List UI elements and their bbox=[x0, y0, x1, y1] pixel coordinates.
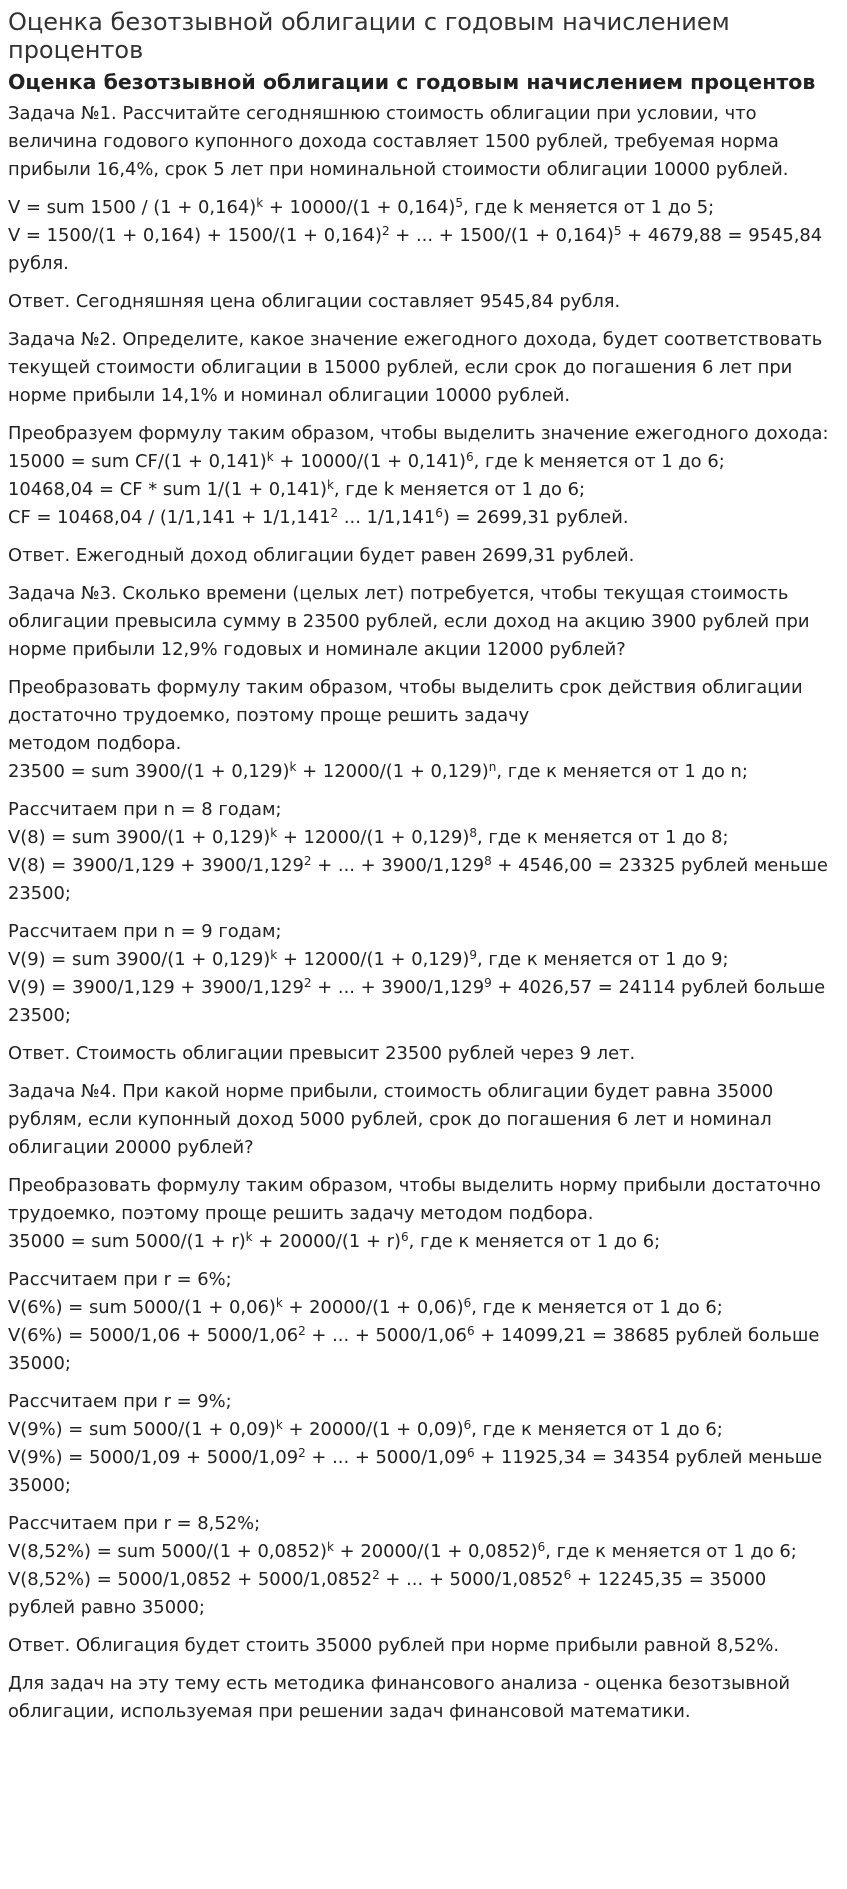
paragraph-line: Задача №1. Рассчитайте сегодняшнюю стоимость облигации при условии, что величина годового купонного дохода составляет 1500 рублей, требуемая норма прибыли 16,4%, срок 5 лет при номинальной стоимости облигации 10000 рублей. bbox=[8, 103, 789, 180]
paragraph bbox=[8, 1040, 839, 1068]
exponent: 2 bbox=[381, 224, 390, 238]
paragraph-line: 15000 = sum $CF/(1 + 0,141)^k + 10000/(1 + 0,141)^6$, где k меняется от 1 до 6; bbox=[8, 450, 725, 472]
exponent: k bbox=[289, 760, 297, 774]
paragraph bbox=[8, 1632, 839, 1660]
paragraph bbox=[8, 1078, 839, 1162]
paragraph-line: V(8) = sum $3900/(1 + 0,129)^k + 12000/(1 + 0,129)^8$, где к меняется от 1 до 8; bbox=[8, 826, 729, 848]
paragraph bbox=[8, 194, 839, 278]
paragraph bbox=[8, 326, 839, 410]
paragraph bbox=[8, 674, 839, 786]
paragraph-line: CF = $10468,04 / (1/1,141 + 1/1,141^2$ ... $1/1,141^6) = 2699,31$ рублей. bbox=[8, 506, 629, 528]
exponent: 9 bbox=[484, 976, 492, 990]
exponent: 6 bbox=[563, 1568, 572, 1582]
paragraph bbox=[8, 1510, 839, 1622]
exponent: k bbox=[245, 1230, 253, 1244]
paragraph-line: V(9) = sum $3900/(1 + 0,129)^k + 12000/(1 + 0,129)^9$, где к меняется от 1 до 9; bbox=[8, 948, 729, 970]
paragraph bbox=[8, 542, 839, 570]
exponent: 6 bbox=[463, 1296, 472, 1310]
exponent: 6 bbox=[463, 1418, 472, 1432]
exponent: 6 bbox=[466, 1324, 475, 1338]
paragraph-line: V(9%) = sum $5000/(1 + 0,09)^k + 20000/(1 + 0,09)^6$, где к меняется от 1 до 6; bbox=[8, 1418, 723, 1440]
article-body bbox=[8, 100, 839, 1726]
article-title: Оценка безотзывной облигации с годовым начислением процентов bbox=[8, 70, 816, 94]
paragraph-line: Рассчитаем при n = 9 годам; bbox=[8, 921, 282, 942]
paragraph bbox=[8, 1388, 839, 1500]
page-title: Оценка безотзывной облигации с годовым начислением процентов bbox=[8, 8, 730, 64]
paragraph bbox=[8, 1670, 839, 1726]
exponent: 8 bbox=[469, 826, 478, 840]
exponent: k bbox=[270, 826, 278, 840]
exponent: 2 bbox=[303, 854, 312, 868]
exponent: 6 bbox=[537, 1540, 546, 1554]
exponent: k bbox=[270, 948, 278, 962]
exponent: 2 bbox=[372, 1568, 380, 1582]
paragraph bbox=[8, 580, 839, 664]
paragraph bbox=[8, 918, 839, 1030]
paragraph-line: Задача №3. Сколько времени (целых лет) потребуется, чтобы текущая стоимость облигации превысила сумму в 23500 рублей, если доход на акцию 3900 рублей при норме прибыли 12,9% годовых и номинале акции 12000 рублей? bbox=[8, 583, 810, 660]
paragraph bbox=[8, 796, 839, 908]
exponent: 6 bbox=[401, 1230, 409, 1244]
paragraph-line: 35000 = sum $5000/(1 + r)^k + 20000/(1 + r)^6$, где к меняется от 1 до 6; bbox=[8, 1230, 661, 1252]
paragraph bbox=[8, 100, 839, 184]
paragraph-line: Ответ. Стоимость облигации превысит 23500 рублей через 9 лет. bbox=[8, 1043, 636, 1064]
paragraph-line: $V(9\%) = 5000/1,09 + 5000/1,09^2$ + ... + $5000/1,09^6 + 11925,34 = 34354$ рублей меньше 35000; bbox=[8, 1446, 823, 1496]
exponent: 6 bbox=[465, 450, 474, 464]
paragraph-line: Задача №4. При какой норме прибыли, стоимость облигации будет равна 35000 рублям, если купонный доход 5000 рублей, срок до погашения 6 лет и номинал облигации 20000 рублей? bbox=[8, 1081, 774, 1158]
paragraph-line: Преобразовать формулу таким образом, чтобы выделить норму прибыли достаточно трудоемко, поэтому проще решить задачу методом подбора. bbox=[8, 1175, 821, 1224]
exponent: k bbox=[275, 1296, 283, 1310]
exponent: 5 bbox=[613, 224, 622, 238]
paragraph-line: Ответ. Облигация будет стоить 35000 рублей при норме прибыли равной 8,52%. bbox=[8, 1635, 780, 1656]
exponent: 2 bbox=[330, 506, 339, 520]
paragraph bbox=[8, 1266, 839, 1378]
paragraph bbox=[8, 420, 839, 532]
paragraph-line: $V = 1500/(1 + 0,164) + 1500/(1 + 0,164)^2$ + ... + $1500/(1 + 0,164)^5 + 4679,88 = 9545,84$ рубля. bbox=[8, 224, 823, 274]
paragraph-line: V(6%) = sum $5000/(1 + 0,06)^k + 20000/(1 + 0,06)^6$, где к меняется от 1 до 6; bbox=[8, 1296, 723, 1318]
exponent: k bbox=[326, 478, 334, 492]
exponent: n bbox=[488, 760, 497, 774]
exponent: k bbox=[256, 196, 264, 210]
paragraph-line: Ответ. Сегодняшняя цена облигации составляет 9545,84 рубля. bbox=[8, 291, 621, 312]
exponent: k bbox=[327, 1540, 334, 1554]
exponent: 2 bbox=[298, 1324, 306, 1338]
paragraph-line: V = sum $1500 / (1 + 0,164)^k + 10000/(1 + 0,164)^5$, где k меняется от 1 до 5; bbox=[8, 196, 715, 218]
paragraph-line: V(8,52%) = sum $5000/(1 + 0,0852)^k + 20000/(1 + 0,0852)^6$, где к меняется от 1 до 6; bbox=[8, 1540, 797, 1562]
paragraph-line: $V(6\%) = 5000/1,06 + 5000/1,06^2$ + ... + $5000/1,06^6 + 14099,21 = 38685$ рублей больше 35000; bbox=[8, 1324, 820, 1374]
paragraph bbox=[8, 288, 839, 316]
paragraph-line: $V(8) = 3900/1,129 + 3900/1,129^2$ + ... + $3900/1,129^8 + 4546,00 = 23325$ рублей меньше 23500; bbox=[8, 854, 828, 904]
paragraph-line: $V(8,52\%) = 5000/1,0852 + 5000/1,0852^2$ + ... + $5000/1,0852^6 + 12245,35 = 35000$ рублей равно 35000; bbox=[8, 1568, 767, 1618]
exponent: 6 bbox=[466, 1446, 475, 1460]
exponent: 9 bbox=[469, 948, 478, 962]
exponent: 8 bbox=[484, 854, 492, 868]
paragraph-line: методом подбора. bbox=[8, 733, 182, 754]
paragraph-line: Для задач на эту тему есть методика финансового анализа - оценка безотзывной облигации, используемая при решении задач финансовой математики. bbox=[8, 1673, 791, 1722]
exponent: k bbox=[275, 1418, 283, 1432]
exponent: 2 bbox=[298, 1446, 306, 1460]
exponent: k bbox=[266, 450, 274, 464]
paragraph-line: Ответ. Ежегодный доход облигации будет равен 2699,31 рублей. bbox=[8, 545, 635, 566]
paragraph-line: 23500 = sum $3900/(1 + 0,129)^k + 12000/(1 + 0,129)^n$, где к меняется от 1 до n; bbox=[8, 760, 748, 782]
paragraph-line: Рассчитаем при r = 6%; bbox=[8, 1269, 232, 1290]
paragraph-line: Преобразуем формулу таким образом, чтобы выделить значение ежегодного дохода: bbox=[8, 423, 829, 444]
exponent: 2 bbox=[303, 976, 312, 990]
paragraph-line: 10468,04 = CF * sum $1/(1 + 0,141)^k$, где k меняется от 1 до 6; bbox=[8, 478, 586, 500]
paragraph-line: Рассчитаем при n = 8 годам; bbox=[8, 799, 282, 820]
paragraph-line: Рассчитаем при r = 9%; bbox=[8, 1391, 232, 1412]
paragraph bbox=[8, 1172, 839, 1256]
exponent: 6 bbox=[435, 506, 443, 520]
paragraph-line: $V(9) = 3900/1,129 + 3900/1,129^2$ + ... + $3900/1,129^9 + 4026,57 = 24114$ рублей больше 23500; bbox=[8, 976, 826, 1026]
paragraph-line: Преобразовать формулу таким образом, чтобы выделить срок действия облигации достаточно трудоемко, поэтому проще решить задачу bbox=[8, 677, 803, 726]
exponent: 5 bbox=[455, 196, 464, 210]
paragraph-line: Задача №2. Определите, какое значение ежегодного дохода, будет соответствовать текущей стоимости облигации в 15000 рублей, если срок до погашения 6 лет при норме прибыли 14,1% и номинал облигации 10000 рублей. bbox=[8, 329, 823, 406]
paragraph-line: Рассчитаем при r = 8,52%; bbox=[8, 1513, 261, 1534]
